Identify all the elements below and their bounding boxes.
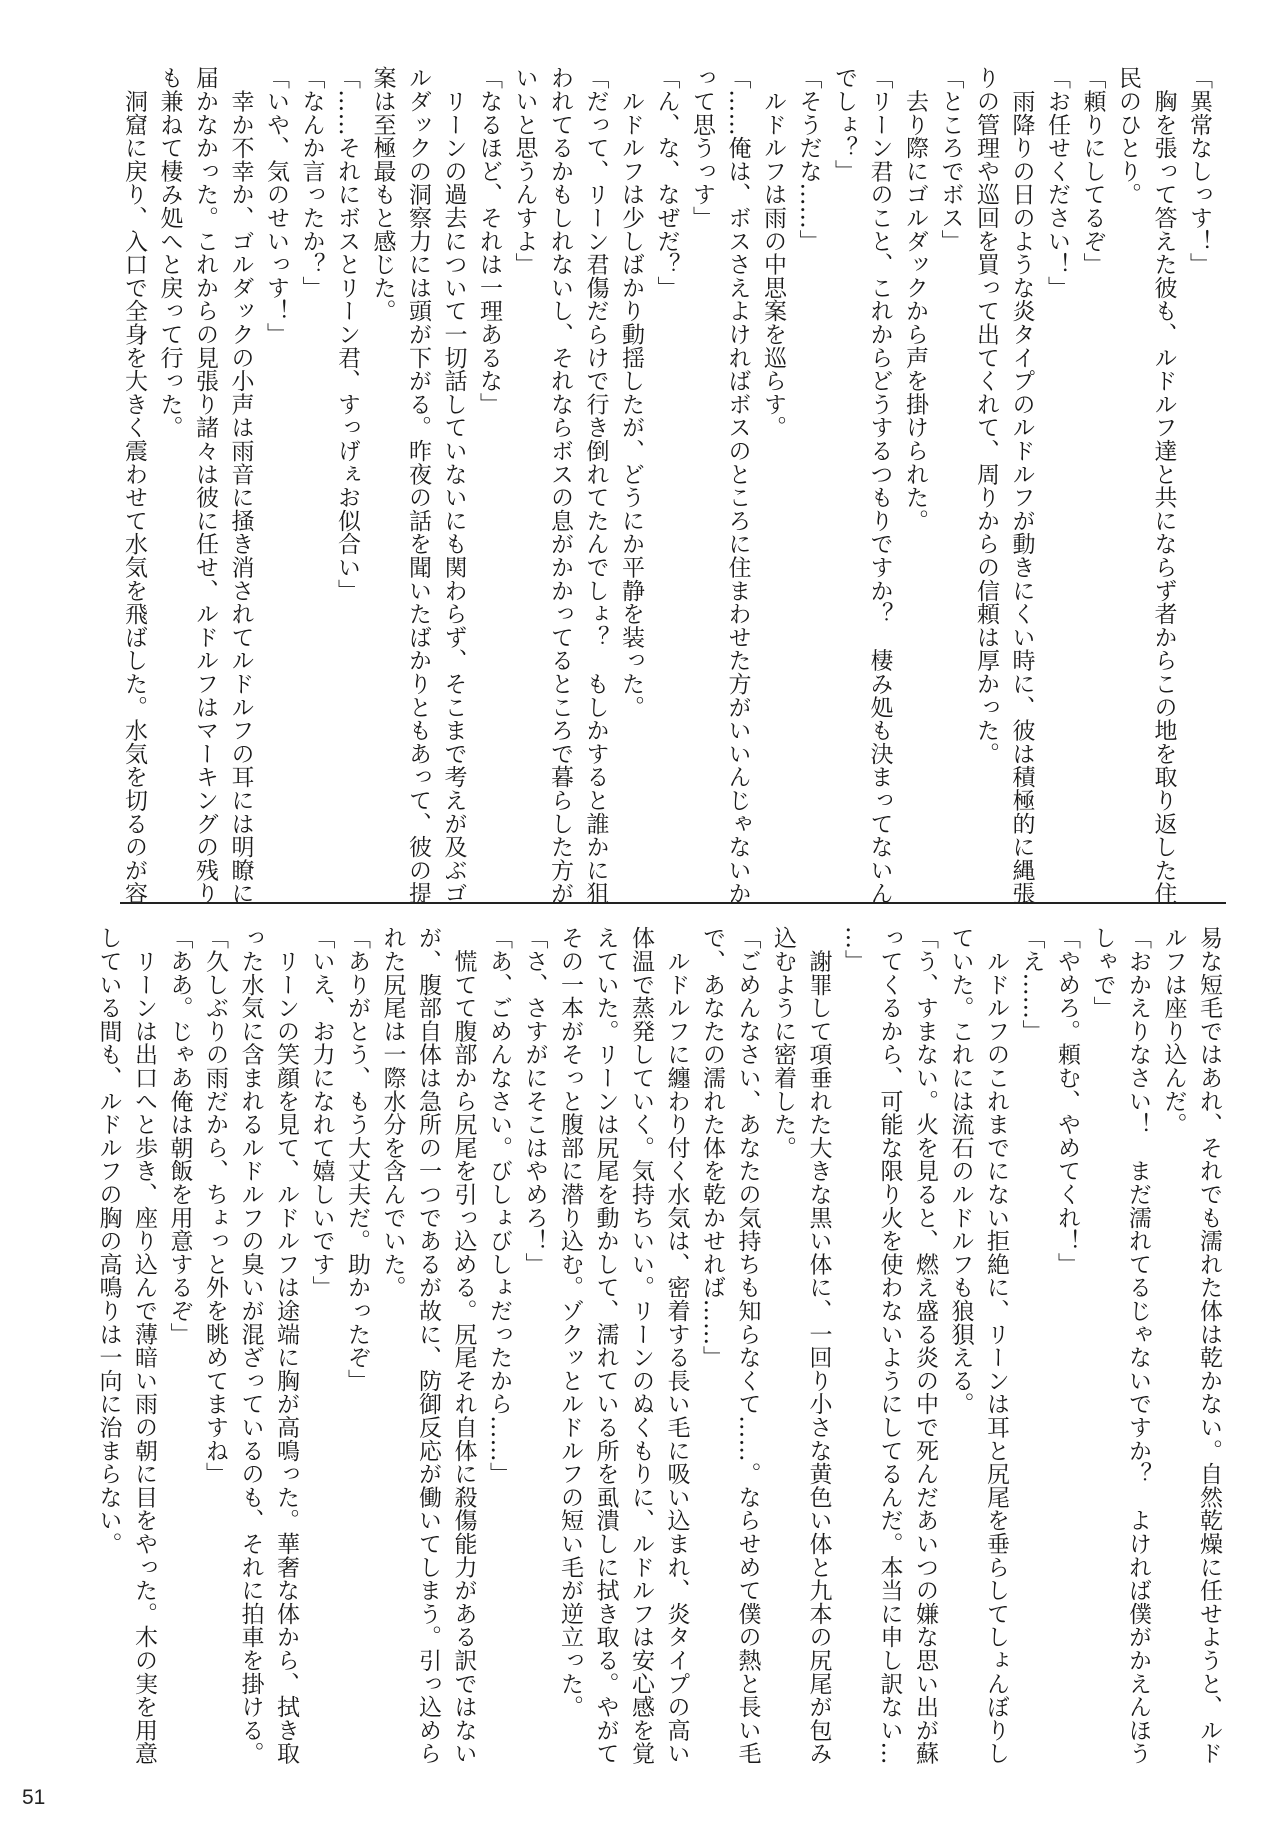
- text-column: 届かなかった。これからの見張り諸々は彼に任せ、ルドルフはマーキングの残り: [192, 66, 218, 905]
- text-column: も兼ねて棲み処へと戻って行った。: [156, 66, 183, 439]
- text-column: 「ありがとう、もう大丈夫だ。助かったぞ」: [344, 926, 370, 1392]
- text-column: …」: [841, 926, 867, 973]
- top-text-block: [116, 66, 1217, 905]
- text-column: われてるかもしれないし、それならボスの息がかかってるところで暮らした方が: [547, 66, 573, 905]
- text-column: 「……俺は、ボスさえよければボスのところに住まわせた方がいいんじゃないか: [724, 66, 751, 905]
- section-divider: [120, 902, 1226, 904]
- text-column: 洞窟に戻り、入口で全身を大きく震わせて水気を飛ばした。水気を切るのが容: [121, 66, 147, 905]
- text-column: 「やめろ。頼む、やめてくれ！」: [1054, 926, 1080, 1276]
- text-column: 「久しぶりの雨だから、ちょっと外を眺めてますね」: [202, 926, 228, 1486]
- text-column: 「ごめんなさい、あなたの気持ちも知らなくて……。ならせめて僕の熱と長い毛: [734, 926, 761, 1765]
- text-column: 民のひとり。: [1115, 66, 1141, 206]
- text-column: でしょ？」: [831, 66, 857, 183]
- text-column: しゃで」: [1089, 926, 1116, 1020]
- text-column: 雨降りの日のような炎タイプのルドルフが動きにくい時に、彼は積極的に縄張: [1008, 66, 1035, 905]
- text-column: リーンの過去について一切話していないにも関わらず、そこまで考えが及ぶゴ: [440, 66, 467, 905]
- text-column: 「おかえりなさい！ まだ濡れてるじゃないですか？ よければ僕がかえんほう: [1125, 926, 1151, 1765]
- text-column: が、腹部自体は急所の一つであるが故に、防御反応が働いてしまう。引っ込めら: [415, 926, 441, 1765]
- text-column: している間も、ルドルフの胸の高鳴りは一向に治まらない。: [95, 926, 122, 1556]
- text-column: 「そうだな……」: [795, 66, 822, 253]
- text-column: リーンは出口へと歩き、座り込んで薄暗い雨の朝に目をやった。木の実を用意: [131, 926, 157, 1765]
- text-column: れた尻尾は一際水分を含んでいた。: [379, 926, 406, 1299]
- text-column: ルドルフは雨の中思案を巡らす。: [760, 66, 786, 439]
- text-column: 体温で蒸発していく。気持ちいい。リーンのぬくもりに、ルドルフは安心感を覚: [628, 926, 654, 1765]
- text-column: ルドルフに纏わり付く水気は、密着する長い毛に吸い込まれ、炎タイプの高い: [663, 926, 690, 1765]
- text-column: 「ところでボス」: [937, 66, 964, 253]
- text-column: 「いや、気のせいっす！」: [263, 66, 289, 346]
- text-column: 「だって、リーン君傷だらけで行き倒れてたんでしょ？ もしかすると誰かに狙: [582, 66, 609, 905]
- text-column: 案は至極最もと感じた。: [369, 66, 396, 323]
- text-column: ってくるから、可能な限り火を使わないようにしてるんだ。本当に申し訳ない…: [876, 926, 903, 1765]
- text-column: 「ああ。じゃあ俺は朝飯を用意するぞ」: [166, 926, 193, 1346]
- text-column: ルドルフは少しばかり動揺したが、どうにか平静を装った。: [618, 66, 644, 719]
- text-column: 「リーン君のこと、これからどうするつもりですか？ 棲み処も決まってないん: [866, 66, 893, 905]
- text-column: ていた。これには流石のルドルフも狼狽える。: [947, 926, 974, 1416]
- text-column: 「お任せください！」: [1044, 66, 1070, 299]
- text-column: 込むように密着した。: [770, 926, 796, 1159]
- text-column: 「異常なしっす！」: [1186, 66, 1212, 276]
- text-column: って思うっす」: [689, 66, 715, 230]
- text-column: 謝罪して項垂れた大きな黒い体に、一回り小さな黄色い体と九本の尻尾が包み: [805, 926, 832, 1765]
- bottom-text-block: [90, 926, 1226, 1765]
- text-column: 幸か不幸か、ゴルダックの小声は雨音に掻き消されてルドルフの耳には明瞭に: [227, 66, 254, 905]
- text-column: その一本がそっと腹部に潜り込む。ゾクッとルドルフの短い毛が逆立った。: [557, 926, 583, 1719]
- text-column: ルフは座り込んだ。: [1160, 926, 1187, 1136]
- text-column: リーンの笑顔を見て、ルドルフは途端に胸が高鳴った。華奢な体から、拭き取: [273, 926, 299, 1765]
- text-column: 去り際にゴルダックから声を掛けられた。: [902, 66, 928, 532]
- text-column: った水気に含まれるルドルフの臭いが混ざっているのも、それに拍車を掛ける。: [237, 926, 264, 1765]
- page-number: 51: [22, 1786, 46, 1809]
- text-column: 「ん、な、なぜだ？」: [653, 66, 680, 299]
- text-column: で、あなたの濡れた体を乾かせれば……」: [699, 926, 725, 1369]
- text-column: 「なるほど、それは一理あるな」: [476, 66, 502, 416]
- text-column: えていた。リーンは尻尾を動かして、濡れている所を虱潰しに拭き取る。やがて: [592, 926, 619, 1765]
- text-column: ルドルフのこれまでにない拒絶に、リーンは耳と尻尾を垂らしてしょんぼりし: [983, 926, 1009, 1765]
- text-column: 「え……」: [1018, 926, 1045, 1043]
- text-column: 「なんか言ったか？」: [298, 66, 325, 299]
- text-column: 「いえ、お力になれて嬉しいです」: [308, 926, 335, 1299]
- text-column: 「う、すまない。火を見ると、燃え盛る炎の中で死んだあいつの嫌な思い出が蘇: [912, 926, 938, 1765]
- text-column: 「さ、さすがにそこはやめろ！」: [521, 926, 548, 1276]
- text-column: りの管理や巡回を買って出てくれて、周りからの信頼は厚かった。: [973, 66, 999, 765]
- text-column: 易な短毛ではあれ、それでも濡れた体は乾かない。自然乾燥に任せようと、ルド: [1196, 926, 1222, 1765]
- text-column: 「頼りにしてるぞ」: [1079, 66, 1106, 276]
- text-column: 「あ、ごめんなさい。びしょびしょだったから……」: [486, 926, 512, 1486]
- text-column: いいと思うんすよ」: [511, 66, 538, 276]
- text-column: 「……それにボスとリーン君、すっげぇお似合い」: [334, 66, 360, 602]
- text-column: 胸を張って答えた彼も、ルドルフ達と共にならず者からこの地を取り返した住: [1150, 66, 1177, 905]
- text-column: 慌てて腹部から尻尾を引っ込める。尻尾それ自体に殺傷能力がある訳ではない: [450, 926, 477, 1765]
- text-column: ルダックの洞察力には頭が下がる。昨夜の話を聞いたばかりともあって、彼の提: [405, 66, 431, 905]
